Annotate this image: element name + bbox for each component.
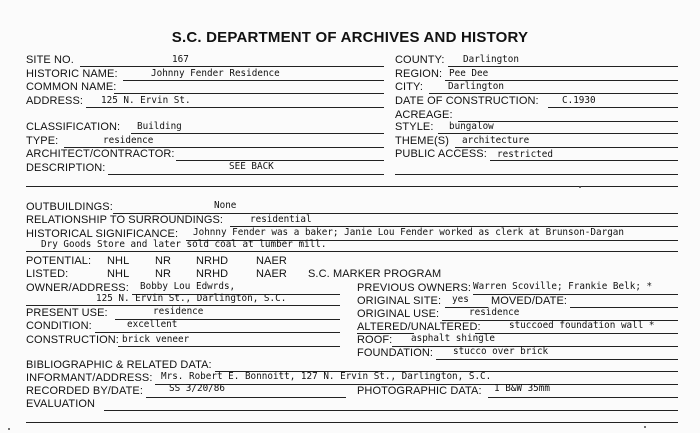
site-no-label: SITE NO. <box>26 54 74 66</box>
evaluation-line <box>104 410 678 411</box>
bibliographic-label: BIBLIOGRAPHIC & RELATED DATA: <box>26 359 212 371</box>
address-line <box>86 107 384 108</box>
listed-nrhd: NRHD <box>196 268 229 280</box>
address-label: ADDRESS: <box>26 95 84 107</box>
themes-label: THEME(S) <box>395 135 449 147</box>
owner-address-label: OWNER/ADDRESS: <box>26 282 129 294</box>
themes-line <box>455 147 678 148</box>
potential-nr: NR <box>155 255 172 267</box>
historic-name-value: Johnny Fender Residence <box>151 68 280 79</box>
moved-date-line <box>570 307 678 308</box>
construction-line <box>118 346 340 347</box>
public-access-line <box>490 160 678 161</box>
common-name-label: COMMON NAME: <box>26 81 117 93</box>
address-value: 125 N. Ervin St. <box>101 95 191 106</box>
scan-mark-right <box>644 426 646 428</box>
description-label: DESCRIPTION: <box>26 162 106 174</box>
recorded-by-line <box>146 397 346 398</box>
photographic-data-line <box>488 397 678 398</box>
date-of-construction-label: DATE OF CONSTRUCTION: <box>395 95 539 107</box>
site-no-line <box>80 66 384 67</box>
moved-date-label: MOVED/DATE: <box>491 295 568 307</box>
public-access-value: restricted <box>497 149 553 160</box>
construction-label: CONSTRUCTION: <box>26 334 119 346</box>
marker-program-label: S.C. MARKER PROGRAM <box>308 268 442 280</box>
previous-owners-value: Warren Scoville; Frankie Belk; * <box>473 281 653 292</box>
condition-label: CONDITION: <box>26 320 92 332</box>
date-of-construction-value: C.1930 <box>562 95 596 106</box>
historic-name-label: HISTORIC NAME: <box>26 68 118 80</box>
original-use-value: residence <box>469 307 520 318</box>
potential-nhl: NHL <box>107 255 130 267</box>
date-of-construction-line <box>548 107 678 108</box>
type-value: residence <box>103 135 154 146</box>
relationship-value: residential <box>250 214 312 225</box>
outbuildings-value: None <box>214 200 237 211</box>
style-label: STYLE: <box>395 121 434 133</box>
altered-unaltered-value: stuccoed foundation wall * <box>509 320 655 331</box>
historic-name-line <box>123 80 384 81</box>
city-line <box>429 93 678 94</box>
recorded-by-value: SS 3/20/86 <box>169 383 225 394</box>
county-label: COUNTY: <box>395 54 445 66</box>
potential-naer: NAER <box>256 255 287 267</box>
original-use-label: ORIGINAL USE: <box>357 308 440 320</box>
roof-label: ROOF: <box>357 334 393 346</box>
region-label: REGION: <box>395 68 443 80</box>
informant-value: Mrs. Robert E. Bonnoitt, 127 N. Ervin St., Darlington, S.C. <box>161 371 492 382</box>
foundation-value: stucco over brick <box>453 346 549 357</box>
historical-significance-label: HISTORICAL SIGNIFICANCE: <box>26 228 179 240</box>
recorded-by-label: RECORDED BY/DATE: <box>26 385 144 397</box>
common-name-line <box>114 93 384 94</box>
historical-significance-line-2 <box>26 251 678 252</box>
relationship-label: RELATIONSHIP TO SURROUNDINGS: <box>26 214 224 226</box>
photographic-data-label: PHOTOGRAPHIC DATA: <box>357 385 482 397</box>
listed-nr: NR <box>155 268 172 280</box>
classification-label: CLASSIFICATION: <box>26 121 121 133</box>
description-line <box>108 174 384 175</box>
city-label: CITY: <box>395 81 424 93</box>
present-use-label: PRESENT USE: <box>26 307 108 319</box>
scan-mark-left <box>8 428 10 430</box>
listed-naer: NAER <box>256 268 287 280</box>
county-value: Darlington <box>463 54 519 65</box>
condition-value: excellent <box>127 319 178 330</box>
listed-label: LISTED: <box>26 268 69 280</box>
style-line <box>438 133 678 134</box>
form-title: S.C. DEPARTMENT OF ARCHIVES AND HISTORY <box>171 29 529 46</box>
altered-unaltered-label: ALTERED/UNALTERED: <box>357 321 481 333</box>
foundation-line <box>436 359 678 360</box>
potential-nrhd: NRHD <box>196 255 229 267</box>
outbuildings-label: OUTBUILDINGS: <box>26 201 113 213</box>
historical-significance-value-2: Dry Goods Store and later sold coal at lumber mill. <box>41 239 327 250</box>
stray-mark <box>579 186 581 188</box>
condition-line <box>95 332 340 333</box>
county-line <box>448 66 678 67</box>
altered-unaltered-line <box>475 333 678 334</box>
roof-value: asphalt shingle <box>411 333 495 344</box>
original-site-value: yes <box>452 294 469 305</box>
region-value: Pee Dee <box>449 68 489 79</box>
description-right-line <box>395 174 678 175</box>
owner-address-value: 125 N. Ervin St., Darlington, S.C. <box>96 293 287 304</box>
owner-name-value: Bobby Lou Edwrds, <box>140 281 236 292</box>
present-use-value: residence <box>153 306 204 317</box>
evaluation-label: EVALUATION <box>26 398 96 410</box>
original-site-label: ORIGINAL SITE: <box>357 295 442 307</box>
architect-line <box>176 160 384 161</box>
photographic-data-value: 1 B&W 35mm <box>494 383 550 394</box>
architect-label: ARCHITECT/CONTRACTOR: <box>26 148 175 160</box>
classification-line <box>131 133 384 134</box>
description-value: SEE BACK <box>229 161 274 172</box>
listed-nhl: NHL <box>107 268 130 280</box>
city-value: Darlington <box>448 81 504 92</box>
acreage-label: ACREAGE: <box>395 109 453 121</box>
themes-value: architecture <box>462 135 530 146</box>
style-value: bungalow <box>449 121 494 132</box>
previous-owners-label: PREVIOUS OWNERS: <box>357 282 472 294</box>
construction-value: brick veneer <box>122 334 190 345</box>
public-access-label: PUBLIC ACCESS: <box>395 148 487 160</box>
site-no-value: 167 <box>172 54 189 65</box>
informant-label: INFORMANT/ADDRESS: <box>26 372 153 384</box>
type-label: TYPE: <box>26 135 59 147</box>
potential-label: POTENTIAL: <box>26 255 92 267</box>
foundation-label: FOUNDATION: <box>357 347 434 359</box>
classification-value: Building <box>137 121 182 132</box>
evaluation-line-2 <box>26 422 678 423</box>
historical-significance-value-1: Johnny Fender was a baker; Janie Lou Fender worked as clerk at Brunson-Dargan <box>193 227 624 238</box>
